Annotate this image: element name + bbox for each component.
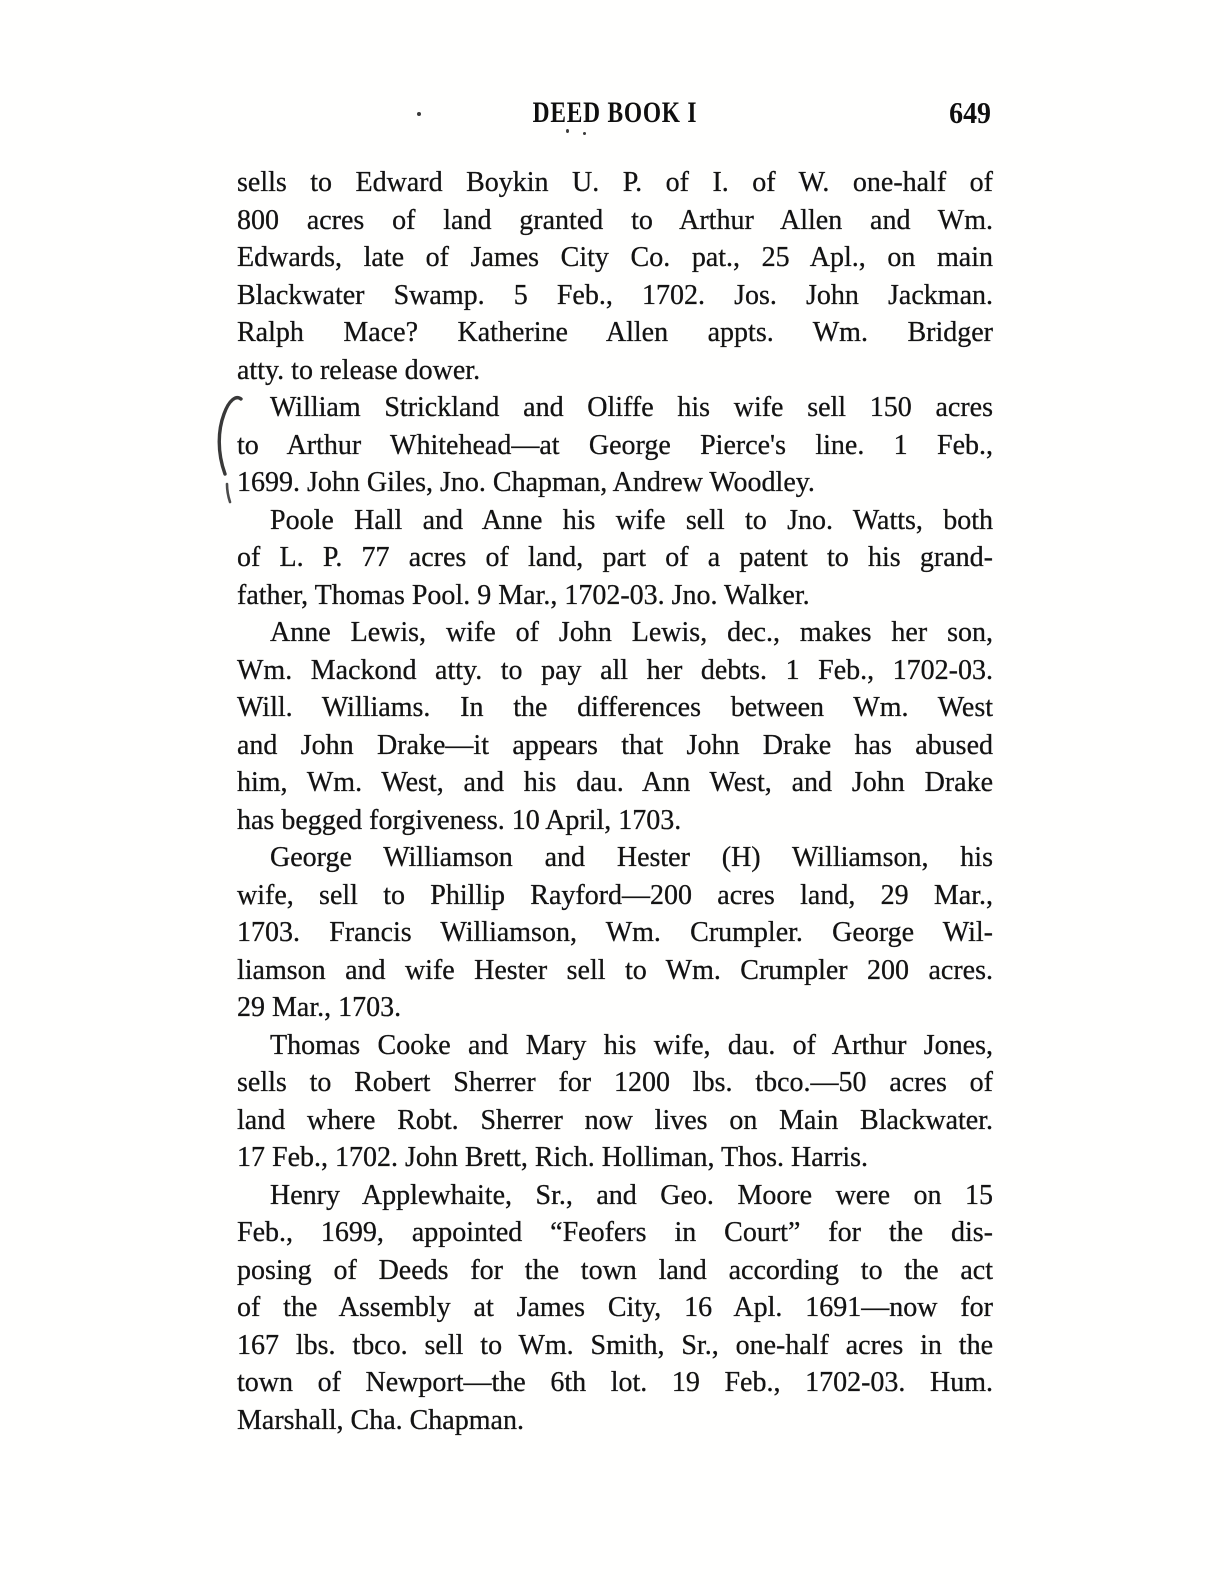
text-line: sells to Edward Boykin U. P. of I. of W. one-half of xyxy=(237,167,993,198)
page-number: 649 xyxy=(949,95,991,130)
text-line: land where Robt. Sherrer now lives on Main Blackwater. xyxy=(237,1104,993,1136)
text-line: 167 lbs. tbco. sell to Wm. Smith, Sr., one-half acres in the xyxy=(237,1329,993,1361)
paragraph xyxy=(237,614,993,839)
text-line: Blackwater Swamp. 5 Feb., 1702. Jos. John Jackman. xyxy=(237,279,993,311)
text-line: Thomas Cooke and Mary his wife, dau. of Arthur Jones, xyxy=(270,1029,993,1061)
text-line: of L. P. 77 acres of land, part of a patent to his grand- xyxy=(237,542,993,573)
text-line: Poole Hall and Anne his wife sell to Jno. Watts, both xyxy=(270,504,993,536)
text-line: him, Wm. West, and his dau. Ann West, and John Drake xyxy=(237,767,993,798)
page-title: DEED BOOK I xyxy=(532,96,698,129)
page-body xyxy=(237,164,993,1439)
text-line: 1699. John Giles, Jno. Chapman, Andrew Woodley. xyxy=(237,467,815,498)
text-line: Marshall, Cha. Chapman. xyxy=(237,1404,524,1436)
text-line: 17 Feb., 1702. John Brett, Rich. Holliman, Thos. Harris. xyxy=(237,1142,868,1173)
ink-speck xyxy=(417,112,421,116)
text-line: father, Thomas Pool. 9 Mar., 1702-03. Jno. Walker. xyxy=(237,579,810,611)
text-line: liamson and wife Hester sell to Wm. Crumpler 200 acres. xyxy=(237,954,993,986)
text-line: town of Newport—the 6th lot. 19 Feb., 1702-03. Hum. xyxy=(237,1367,993,1398)
text-line: posing of Deeds for the town land according to the act xyxy=(237,1254,993,1286)
text-line: George Williamson and Hester (H) Williamson, his xyxy=(270,842,993,873)
paragraph xyxy=(237,1027,993,1177)
text-line: 1703. Francis Williamson, Wm. Crumpler. George Wil- xyxy=(237,917,993,948)
text-line: sells to Robert Sherrer for 1200 lbs. tbco.—50 acres of xyxy=(237,1067,993,1098)
paragraph xyxy=(237,1177,993,1440)
text-line: of the Assembly at James City, 16 Apl. 1691—now for xyxy=(237,1292,993,1323)
text-line: and John Drake—it appears that John Drake has abused xyxy=(237,729,993,761)
paragraph xyxy=(237,164,993,389)
text-line: to Arthur Whitehead—at George Pierce's line. 1 Feb., xyxy=(237,429,993,461)
text-line: Wm. Mackond atty. to pay all her debts. 1 Feb., 1702-03. xyxy=(237,654,993,686)
text-line: has begged forgiveness. 10 April, 1703. xyxy=(237,804,682,836)
paragraph xyxy=(237,839,993,1027)
text-line: atty. to release dower. xyxy=(237,354,481,386)
paragraph xyxy=(237,389,993,502)
text-line: Anne Lewis, wife of John Lewis, dec., makes her son, xyxy=(270,617,993,648)
text-line: Ralph Mace? Katherine Allen appts. Wm. Bridger xyxy=(237,317,993,348)
text-line: Will. Williams. In the differences between Wm. West xyxy=(237,692,993,723)
text-line: Henry Applewhaite, Sr., and Geo. Moore were on 15 xyxy=(270,1179,993,1211)
text-line: 29 Mar., 1703. xyxy=(237,992,402,1023)
text-line: William Strickland and Oliffe his wife sell 150 acres xyxy=(270,392,993,423)
ink-speck xyxy=(583,132,586,135)
page-header xyxy=(237,95,993,132)
paragraph xyxy=(237,502,993,615)
text-line: Edwards, late of James City Co. pat., 25 Apl., on main xyxy=(237,242,993,273)
text-line: wife, sell to Phillip Rayford—200 acres land, 29 Mar., xyxy=(237,879,993,911)
text-line: Feb., 1699, appointed “Feofers in Court” for the dis- xyxy=(237,1217,993,1248)
text-line: 800 acres of land granted to Arthur Allen and Wm. xyxy=(237,204,993,236)
ink-speck xyxy=(566,129,569,133)
